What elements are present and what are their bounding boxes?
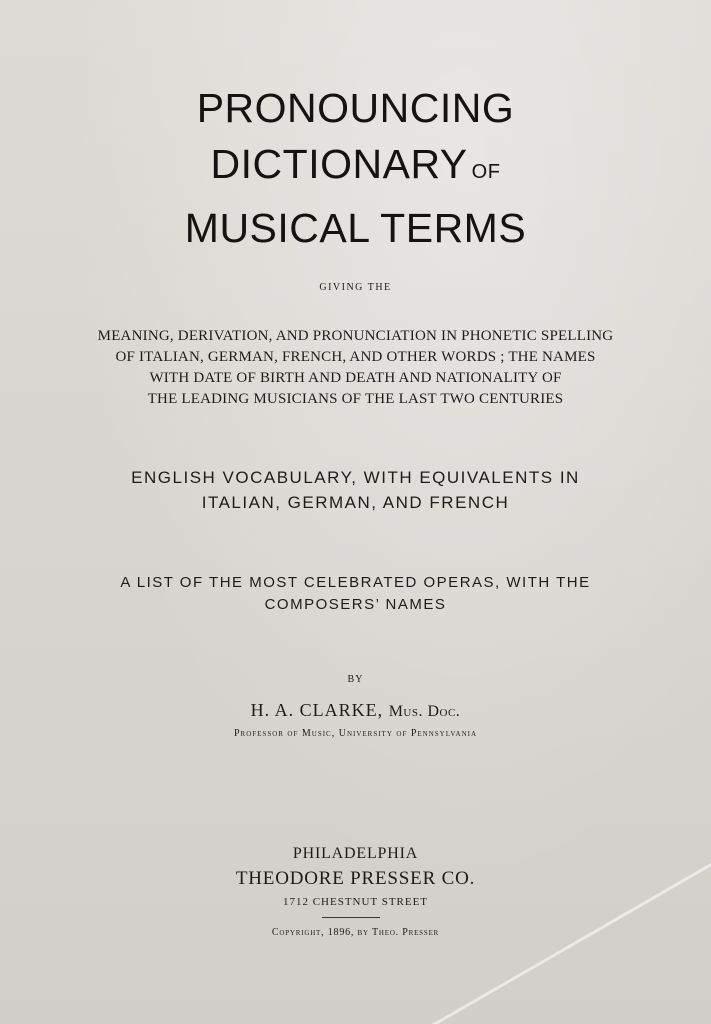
title-line-3: MUSICAL TERMS <box>184 205 527 251</box>
author-name: H. A. CLARKE, <box>250 700 384 720</box>
operas-block <box>0 572 711 616</box>
operas-line-1: A LIST OF THE MOST CELEBRATED OPERAS, WITH THE <box>120 574 591 591</box>
copyright-notice: Copyright, 1896, by Theo. Presser <box>271 927 440 938</box>
giving-the-label: GIVING THE <box>319 282 392 293</box>
imprint-city: PHILADELPHIA <box>292 845 419 862</box>
title-line-2-of: OF <box>471 161 501 183</box>
book-title <box>0 80 711 256</box>
author-degree: Mus. Doc. <box>388 703 461 720</box>
description-block <box>0 326 711 410</box>
description-line-3: WITH DATE OF BIRTH AND DEATH AND NATIONALITY OF <box>149 370 562 386</box>
vocabulary-line-1: ENGLISH VOCABULARY, WITH EQUIVALENTS IN <box>131 468 580 487</box>
author-line <box>0 700 711 721</box>
operas-line-2: COMPOSERS’ NAMES <box>264 596 447 613</box>
imprint-street: 1712 CHESTNUT STREET <box>282 896 429 908</box>
imprint-rule <box>322 917 380 918</box>
title-line-2-main: DICTIONARY <box>210 141 468 187</box>
imprint-publisher: THEODORE PRESSER CO. <box>235 868 476 889</box>
vocabulary-line-2: ITALIAN, GERMAN, AND FRENCH <box>201 493 510 512</box>
description-line-1: MEANING, DERIVATION, AND PRONUNCIATION IN PHONETIC SPELLING <box>97 328 614 344</box>
title-line-2 <box>0 136 711 200</box>
description-line-4: THE LEADING MUSICIANS OF THE LAST TWO CENTURIES <box>147 391 564 407</box>
title-line-1: PRONOUNCING <box>196 85 515 131</box>
description-line-2: OF ITALIAN, GERMAN, FRENCH, AND OTHER WORDS ; THE NAMES <box>115 349 596 365</box>
author-position: Professor of Music, University of Pennsylvania <box>233 728 478 739</box>
by-label: BY <box>347 674 364 685</box>
vocabulary-block <box>0 465 711 515</box>
